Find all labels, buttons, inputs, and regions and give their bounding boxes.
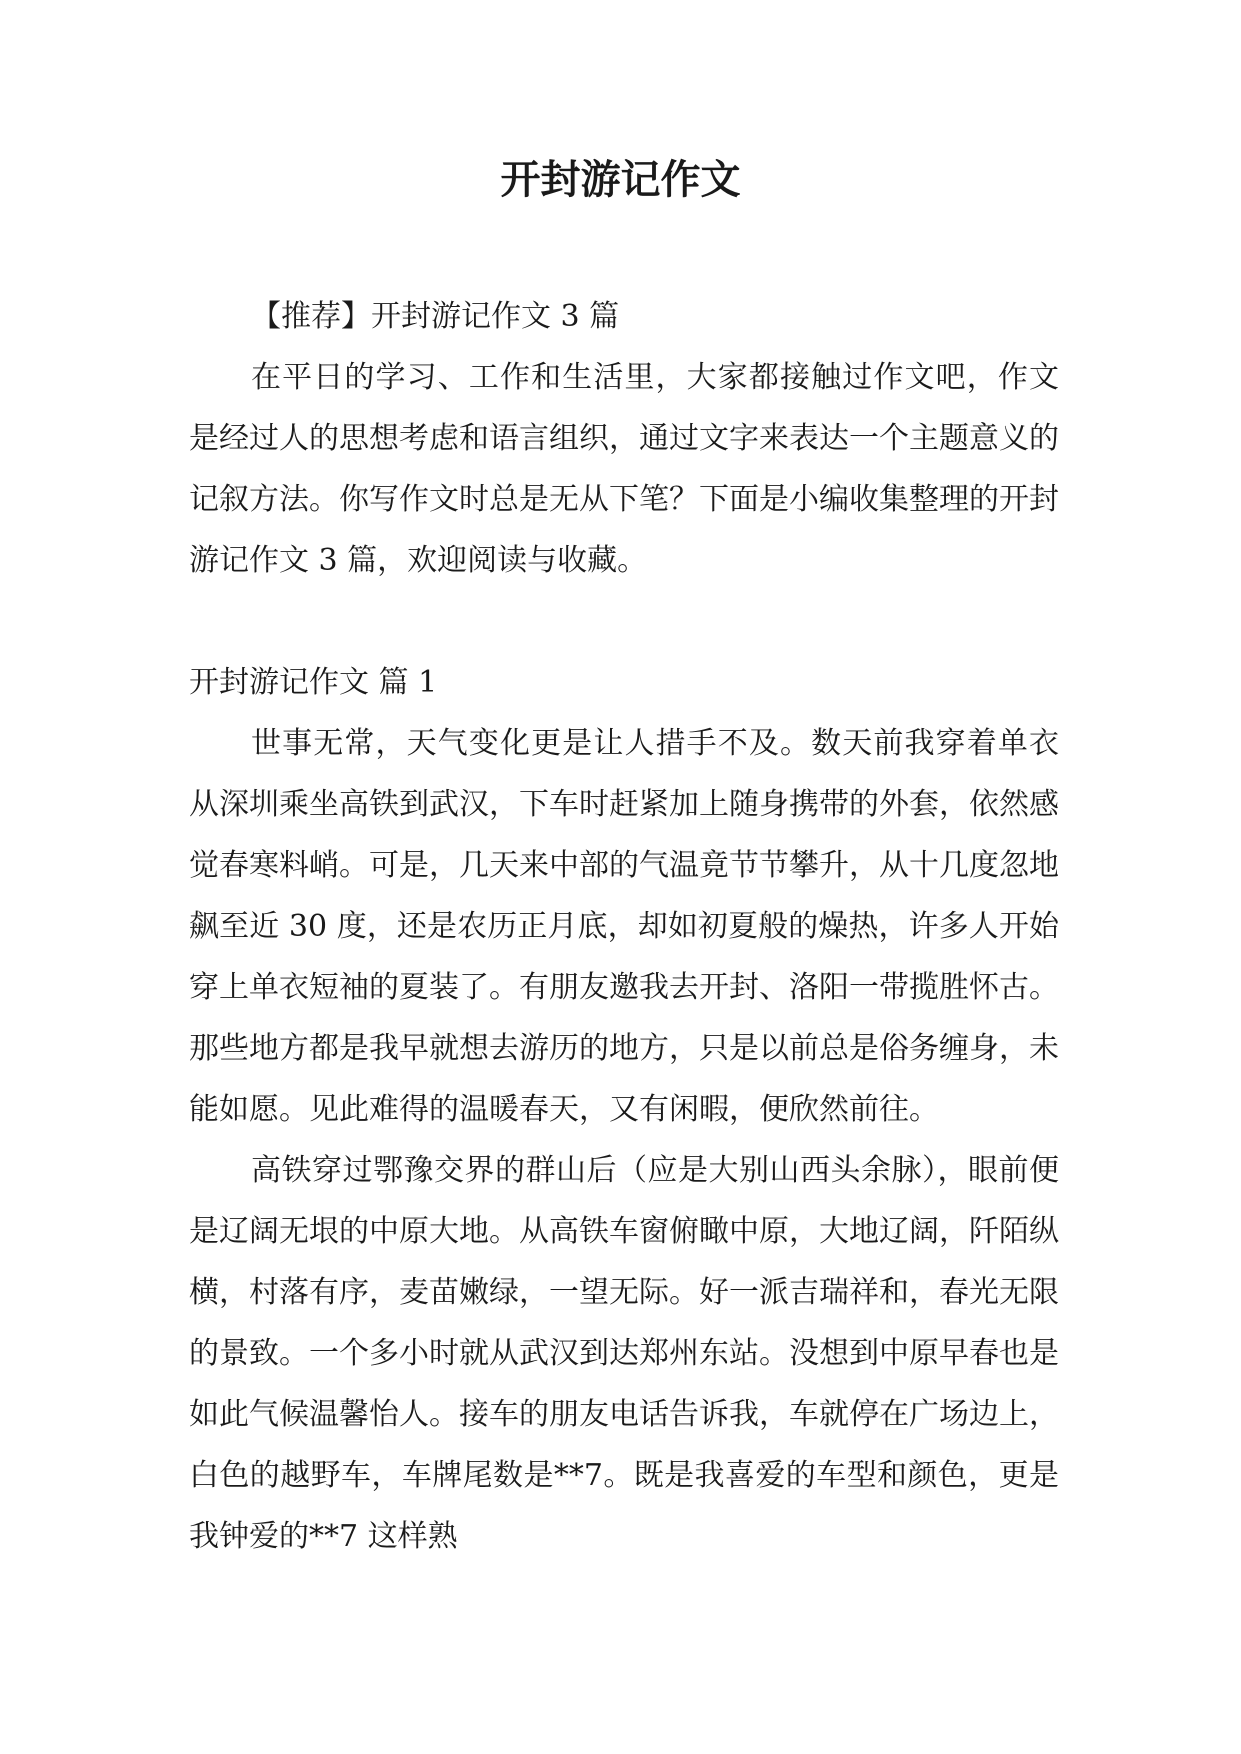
section-spacer (189, 591, 1059, 652)
recommend-line: 【推荐】开封游记作文 3 篇 (251, 299, 620, 334)
body-paragraph-2: 高铁穿过鄂豫交界的群山后（应是大别山西头余脉），眼前便是辽阔无垠的中原大地。从高铁车窗俯瞰中原，大地辽阔，阡陌纵横，村落有序，麦苗嫩绿，一望无际。好一派吉瑞祥和，春光无限的景致。一个多小时就从武汉到达郑州东站。没想到中原早春也是如此气候温馨怡人。接车的朋友电话告诉我，车就停在广场边上，白色的越野车，车牌尾数是**7。既是我喜爱的车型和颜色，更是我钟爱的**7 这样熟 (189, 1153, 1059, 1554)
intro-paragraph: 在平日的学习、工作和生活里，大家都接触过作文吧，作文是经过人的思想考虑和语言组织，通过文字来表达一个主题意义的记叙方法。你写作文时总是无从下笔？下面是小编收集整理的开封游记作文 3 篇，欢迎阅读与收藏。 (189, 360, 1059, 578)
document-body (189, 286, 1059, 1567)
body-paragraph-1: 世事无常，天气变化更是让人措手不及。数天前我穿着单衣从深圳乘坐高铁到武汉，下车时赶紧加上随身携带的外套，依然感觉春寒料峭。可是，几天来中部的气温竟节节攀升，从十几度忽地飙至近 30 度，还是农历正月底，却如初夏般的燥热，许多人开始穿上单衣短袖的夏装了。有朋友邀我去开封、洛阳一带揽胜怀古。那些地方都是我早就想去游历的地方，只是以前总是俗务缠身，未能如愿。见此难得的温暖春天，又有闲暇，便欣然前往。 (189, 726, 1059, 1127)
document-title: 开封游记作文 (500, 157, 741, 203)
section-heading: 开封游记作文 篇 1 (189, 665, 438, 700)
